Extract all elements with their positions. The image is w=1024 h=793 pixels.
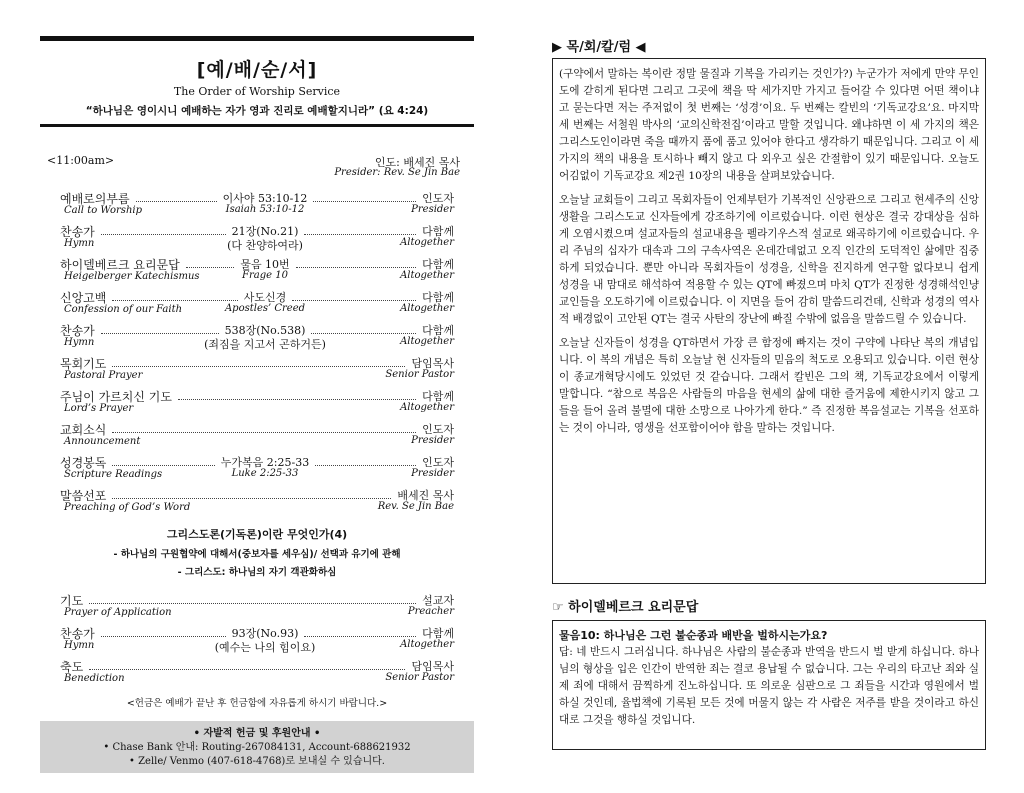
dotted-leader [112, 498, 391, 499]
dotted-leader [101, 636, 226, 637]
dotted-leader [313, 201, 416, 202]
worship-item [40, 592, 474, 625]
sermon-title: 그리스도론(기독론)이란 무엇인가(4) [166, 528, 348, 541]
worship-item [40, 322, 474, 355]
item-leader-en: Altogether [400, 639, 454, 650]
item-leader-en: Senior Pastor [385, 369, 454, 380]
item-leader-ko: 다함께 [422, 390, 454, 403]
item-leader-en: Presider [411, 204, 454, 215]
column-paragraph: (구약에서 말하는 복이란 정말 물질과 기복을 가리키는 것인가?) 누군가가 저에게 만약 무인도에 갇히게 된다면 그리고 그곳에 책을 딱 세가지만 가지고 들어갈 수 있다면 어떤 책이냐고 묻는다면 저는 주저없이 첫 번째는 ‘성경’이요. 두 번째는 칼빈의 ‘기독교강요’요. 마지막 세 번째는 서철원 박사의 ‘교의신학전집’이라고 말할 것입니다. 왜냐하면 이 세 가지의 책은 그리스도인이라면 죽을 때까지 품에 품고 있어야 한다고 생각하기 때문입니다. 그리고 이 세 가지의 책의 내용을 토시하나 빼지 않고 다 외우고 싶은 간절함이 있기 때문입니다. 오늘도 어김없이 기독교강요 제2권 10장의 내용을 살펴보았습니다. [559, 68, 979, 182]
item-name-en: Prayer of Application [64, 607, 172, 618]
item-leader-ko: 다함께 [422, 324, 454, 337]
item-leader-ko: 다함께 [422, 225, 454, 238]
dotted-leader [296, 267, 416, 268]
item-name-en: Lord’s Prayer [64, 403, 134, 414]
dotted-leader [311, 333, 416, 334]
item-name-en: Hymn [64, 337, 95, 348]
service-time: <11:00am> [47, 154, 115, 167]
offering-zelle: • Zelle/ Venmo (407-618-4768)로 보내실 수 있습니다. [129, 756, 385, 767]
column-paragraph: 오늘날 교회들이 그리고 목회자들이 언제부턴가 기복적인 신앙관으로 그리고 현세주의 신앙생활을 그리스도교 신자들에게 강조하기에 이르렀습니다. 이런 현상은 결국 강대상을 심하게 오염시켰으며 설교자들의 설교내용을 펠라기우스적 설교로 왜곡하기에 이르렀습니다. 우리 주님의 십자가 대속과 그의 구속사역은 온데간데없고 오직 인간의 도덕적인 삶에만 집중하게 되었습니다. 뿐만 아니라 목회자들이 성경을, 신학을 진지하게 연구할 없다보니 쉽게 성경을 내 맘대로 해석하여 적용할 수 있는 QT에 빠졌으며 마치 QT가 진정한 성경해석인냥 교인들을 오도하기에 이르렀습니다. 이 지면을 들어 감히 말씀드리건데, 신학과 성경의 역사적 배경없이 고안된 QT는 결국 사탄의 장난에 빠질 수밖에 없음을 말씀드릴 수 있습니다. [559, 194, 979, 325]
item-leader-ko: 다함께 [422, 291, 454, 304]
item-name-en: Confession of our Faith [64, 304, 183, 315]
item-name-ko: 찬송가 [60, 627, 95, 641]
offering-info-box [40, 721, 474, 773]
item-leader-en: Senior Pastor [385, 672, 454, 683]
item-name-en: Scripture Readings [64, 469, 163, 480]
top-divider [40, 36, 474, 41]
item-detail: 21장(No.21) [231, 225, 299, 238]
worship-item [40, 190, 474, 223]
offering-bank: • Chase Bank 안내: Routing-267084131, Account-688621932 [103, 742, 411, 753]
item-leader-ko: 담임목사 [411, 660, 454, 673]
item-name-en: Hymn [64, 238, 95, 249]
dotted-leader [112, 465, 214, 466]
item-detail: 물음 10번 [240, 258, 290, 271]
item-name-en: Preaching of God’s Word [64, 502, 191, 513]
item-name-ko: 축도 [60, 660, 84, 674]
item-leader-ko: 인도자 [422, 192, 454, 205]
item-leader-ko: 다함께 [422, 258, 454, 271]
item-name-ko: 성경봉독 [60, 456, 107, 470]
catechism-answer: 답: 네 반드시 그러십니다. 하나님은 사람의 불순종과 반역을 반드시 벌 받게 하십니다. 하나님의 형상을 입은 인간이 반역한 죄는 결코 용납될 수 없습니다. 그는 우리의 타고난 죄와 실제 죄에 대해서 끔찍하게 진노하십니다. 또 의로운 심판으로 그 죄들을 시간과 영원에서 벌하실 것인데, 율법책에 기록된 모든 것에 머물지 않는 각 사람은 저주를 받을 것이라고 하신 대로 그것을 행하실 것입니다. [559, 646, 979, 726]
item-leader-ko: 배세진 목사 [397, 489, 454, 502]
item-detail: 사도신경 [243, 291, 287, 304]
catechism-question: 물음10: 하나님은 그런 불순종과 배반을 벌하시는가요? [559, 629, 828, 642]
item-name-ko: 목회기도 [60, 357, 107, 371]
item-detail: 이사야 53:10-12 [222, 192, 308, 205]
item-name-ko: 예배로의부름 [60, 192, 130, 206]
item-detail-sub: Frage 10 [242, 270, 288, 281]
worship-item [40, 625, 474, 658]
sermon-subtitle-1: - 하나님의 구원협약에 대해서(중보자를 세우심)/ 선택과 유기에 관해 [113, 549, 401, 560]
item-leader-en: Preacher [407, 606, 454, 617]
column-panel [552, 36, 986, 750]
item-detail-sub: (죄짐을 지고서 곤하거든) [204, 338, 326, 351]
dotted-leader [101, 333, 219, 334]
dotted-leader [186, 267, 235, 268]
item-name-en: Pastoral Prayer [64, 370, 143, 381]
service-time-row [40, 154, 474, 182]
item-detail: 누가복음 2:25-33 [220, 456, 310, 469]
worship-items [40, 190, 474, 520]
dotted-leader [178, 399, 416, 400]
dotted-leader [112, 432, 416, 433]
column-paragraph: 오늘날 신자들이 성경을 QT하면서 가장 큰 함정에 빠지는 것이 구약에 나타난 복의 개념입니다. 이 복의 개념은 특히 오늘날 현 신자들의 믿음의 척도로 오용되고 있습니다. 이런 현상이 종교개혁당시에도 있었던 것 같습니다. 그래서 칼빈은 그의 책, 기독교강요에서 이렇게 말합니다. “참으로 복음은 사람들의 마음을 현세의 삶에 대한 즐거움에 제한시키지 않고 그들을 들어 올려 불멸에 대한 소망으로 나아가게 한다.” 즉 진정한 복음설교는 기복을 선포하는 것이 아니라, 영생을 선포함이어야 함을 말하는 것입니다. [559, 337, 979, 434]
item-leader-en: Altogether [400, 303, 454, 314]
item-leader-en: Presider [411, 468, 454, 479]
item-leader-ko: 다함께 [422, 627, 454, 640]
item-leader-en: Altogether [400, 402, 454, 413]
item-leader-ko: 인도자 [422, 456, 454, 469]
order-verse: “하나님은 영이시니 예배하는 자가 영과 진리로 예배할지니라” (요 4:24) [85, 105, 429, 117]
title-divider [40, 124, 474, 127]
item-name-ko: 찬송가 [60, 225, 95, 239]
item-name-ko: 신앙고백 [60, 291, 107, 305]
presider-en: Presider: Rev. Se Jin Bae [334, 167, 460, 178]
item-name-ko: 하이델베르크 요리문답 [60, 258, 180, 272]
item-name-en: Hymn [64, 640, 95, 651]
item-leader-en: Altogether [400, 237, 454, 248]
order-title: [예/배/순/서] [196, 59, 318, 81]
item-detail: 538장(No.538) [224, 324, 306, 337]
dotted-leader [136, 201, 217, 202]
worship-item [40, 454, 474, 487]
dotted-leader [101, 234, 226, 235]
item-leader-ko: 인도자 [422, 423, 454, 436]
column-box [552, 58, 986, 584]
catechism-heading: ☞ 하이델베르크 요리문답 [552, 600, 699, 615]
dotted-leader [304, 234, 416, 235]
catechism-box [552, 620, 986, 750]
worship-item [40, 388, 474, 421]
dotted-leader [304, 636, 416, 637]
worship-item [40, 289, 474, 322]
item-name-ko: 기도 [60, 594, 84, 608]
item-detail-sub: Luke 2:25-33 [231, 468, 299, 479]
dotted-leader [112, 300, 237, 301]
worship-item [40, 256, 474, 289]
presider-ko: 인도: 배세진 목사 [374, 156, 460, 169]
worship-item [40, 355, 474, 388]
dotted-leader [89, 603, 416, 604]
item-leader-ko: 설교자 [422, 594, 454, 607]
item-leader-en: Rev. Se Jin Bae [377, 501, 454, 512]
item-detail-sub: (다 찬양하여라) [227, 239, 303, 252]
item-leader-en: Presider [411, 435, 454, 446]
item-name-ko: 말씀선포 [60, 489, 107, 503]
worship-item [40, 223, 474, 256]
item-detail-sub: (예수는 나의 힘이요) [214, 641, 316, 654]
sermon-topic [40, 526, 474, 578]
item-name-ko: 교회소식 [60, 423, 107, 437]
column-heading: ▶ 목/회/칼/럼 ◀ [552, 40, 646, 55]
item-name-en: Benediction [64, 673, 125, 684]
dotted-leader [292, 300, 416, 301]
item-detail: 93장(No.93) [231, 627, 299, 640]
item-detail-sub: Apostles’ Creed [224, 303, 306, 314]
item-name-en: Call to Worship [64, 205, 142, 216]
item-detail-sub: Isaiah 53:10-12 [225, 204, 305, 215]
worship-order-panel [40, 36, 474, 773]
item-name-ko: 주님이 가르치신 기도 [60, 390, 172, 404]
worship-item [40, 487, 474, 520]
offering-title: • 자발적 헌금 및 후원안내 • [193, 728, 321, 739]
item-leader-ko: 담임목사 [411, 357, 454, 370]
offering-notice: <헌금은 예배가 끝난 후 헌금함에 자유롭게 하시기 바랍니다.> [126, 698, 388, 709]
sermon-subtitle-2: - 그리스도: 하나님의 자기 객관화하심 [177, 567, 337, 578]
item-name-en: Heigelberger Katechismus [64, 271, 200, 282]
order-subtitle: The Order of Worship Service [173, 85, 341, 98]
worship-item [40, 658, 474, 691]
item-leader-en: Altogether [400, 270, 454, 281]
dotted-leader [112, 366, 405, 367]
worship-items-closing [40, 592, 474, 691]
item-name-ko: 찬송가 [60, 324, 95, 338]
dotted-leader [315, 465, 416, 466]
item-leader-en: Altogether [400, 336, 454, 347]
dotted-leader [89, 669, 405, 670]
item-name-en: Announcement [64, 436, 141, 447]
worship-item [40, 421, 474, 454]
